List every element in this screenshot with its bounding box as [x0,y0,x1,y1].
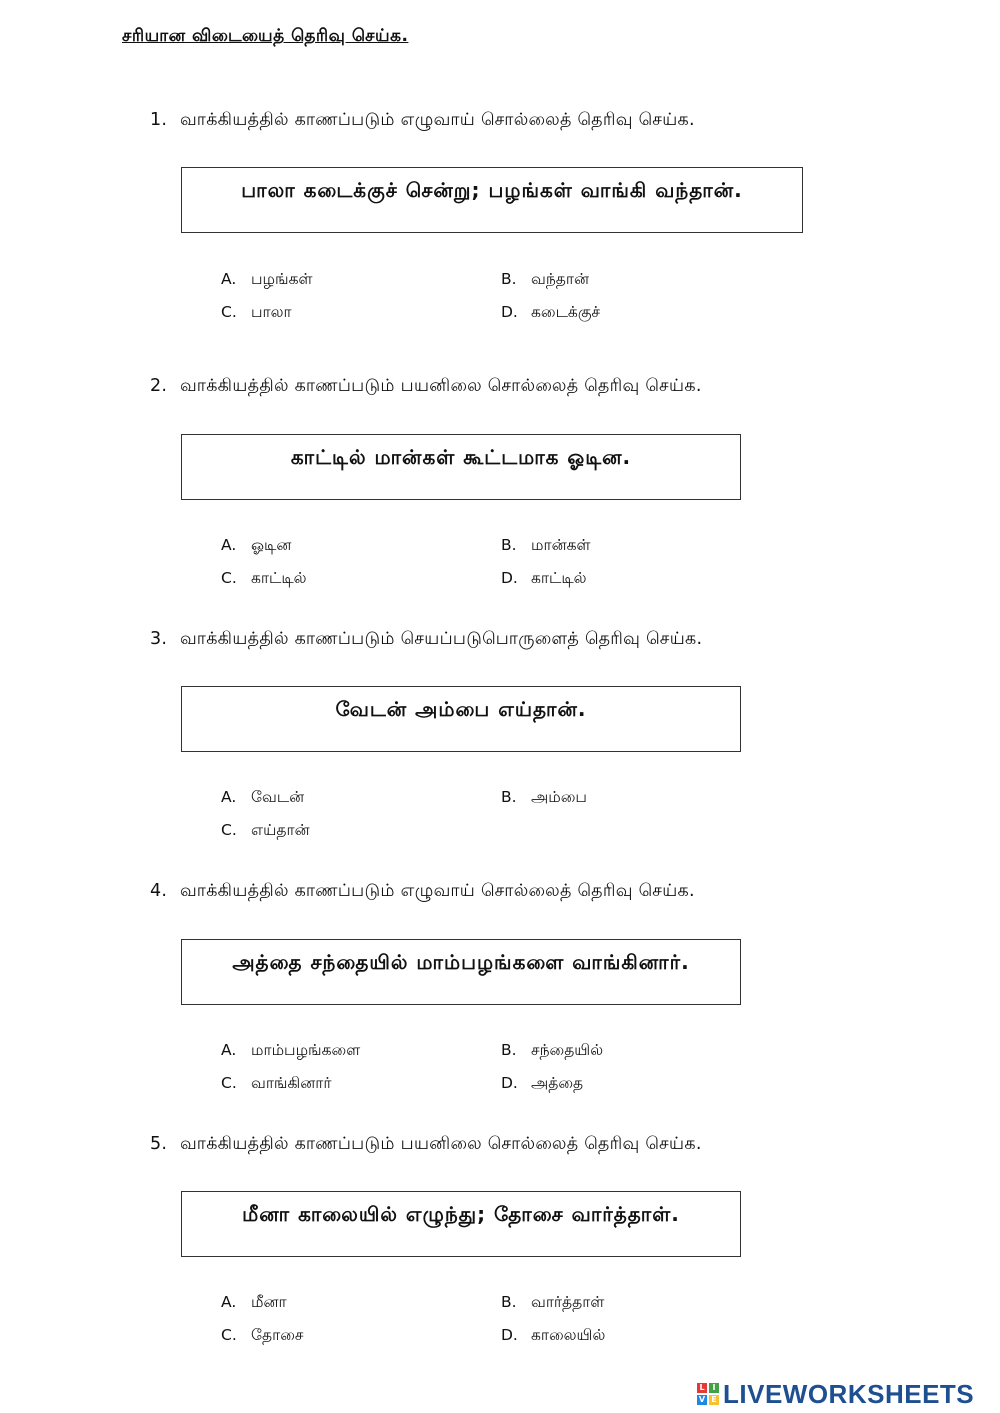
question-prompt [150,376,702,398]
option-a[interactable]: A. மீனா [221,1293,287,1311]
liveworksheets-icon [697,1383,719,1405]
question-prompt [150,1134,702,1156]
question-prompt [150,629,702,651]
sentence-text: அத்தை சந்தையில் மாம்பழங்களை வாங்கினார். [232,950,690,974]
sentence-box [181,167,803,233]
option-c[interactable]: C. வாங்கினார் [221,1074,332,1092]
sentence-box [181,939,741,1005]
option-b[interactable]: B. வார்த்தாள் [501,1293,605,1311]
option-c[interactable]: C. தோசை [221,1326,304,1344]
logo-letter-v: V [698,1395,706,1404]
question-text: வாக்கியத்தில் காணப்படும் பயனிலை சொல்லைத் தெரிவு செய்க. [180,376,702,396]
question-prompt [150,881,695,903]
question-text: வாக்கியத்தில் காணப்படும் எழுவாய் சொல்லைத் தெரிவு செய்க. [180,110,695,130]
brand-name: LIVEWORKSHEETS [723,1378,975,1409]
sentence-box [181,1191,741,1257]
question-number: 1. [150,110,168,130]
sentence-box [181,434,741,500]
question-number: 5. [150,1134,168,1154]
option-a[interactable]: A. வேடன் [221,788,305,806]
question-text: வாக்கியத்தில் காணப்படும் செயப்படுபொருளைத் தெரிவு செய்க. [180,629,703,649]
question-text: வாக்கியத்தில் காணப்படும் எழுவாய் சொல்லைத் தெரிவு செய்க. [180,881,695,901]
worksheet-heading: சரியான விடையைத் தெரிவு செய்க. [122,26,409,46]
question-number: 2. [150,376,168,396]
option-a[interactable]: A. பழங்கள் [221,270,313,288]
option-d[interactable]: D. அத்தை [501,1074,584,1092]
option-b[interactable]: B. சந்தையில் [501,1041,604,1059]
sentence-text: வேடன் அம்பை எய்தான். [335,697,587,721]
sentence-text: பாலா கடைக்குச் சென்று; பழங்கள் வாங்கி வந்தான். [241,178,743,202]
sentence-text: காட்டில் மான்கள் கூட்டமாக ஓடின. [290,445,632,469]
option-a[interactable]: A. ஓடின [221,536,292,554]
option-b[interactable]: B. வந்தான் [501,270,590,288]
option-a[interactable]: A. மாம்பழங்களை [221,1041,361,1059]
question-number: 4. [150,881,168,901]
liveworksheets-logo[interactable] [697,1377,974,1411]
option-c[interactable]: C. எய்தான் [221,821,310,839]
option-d[interactable]: D. கடைக்குச் [501,303,601,321]
option-d[interactable]: D. காலையில் [501,1326,606,1344]
sentence-box [181,686,741,752]
logo-letter-l: L [697,1383,707,1393]
option-b[interactable]: B. மான்கள் [501,536,591,554]
question-number: 3. [150,629,168,649]
option-b[interactable]: B. அம்பை [501,788,587,806]
logo-letter-i: I [709,1383,719,1393]
option-c[interactable]: C. காட்டில் [221,569,307,587]
sentence-text: மீனா காலையில் எழுந்து; தோசை வார்த்தாள். [242,1202,680,1226]
logo-letter-e: E [709,1395,719,1405]
option-c[interactable]: C. பாலா [221,303,292,321]
question-text: வாக்கியத்தில் காணப்படும் பயனிலை சொல்லைத் தெரிவு செய்க. [180,1134,702,1154]
question-prompt [150,110,695,132]
option-d[interactable]: D. காட்டில் [501,569,587,587]
